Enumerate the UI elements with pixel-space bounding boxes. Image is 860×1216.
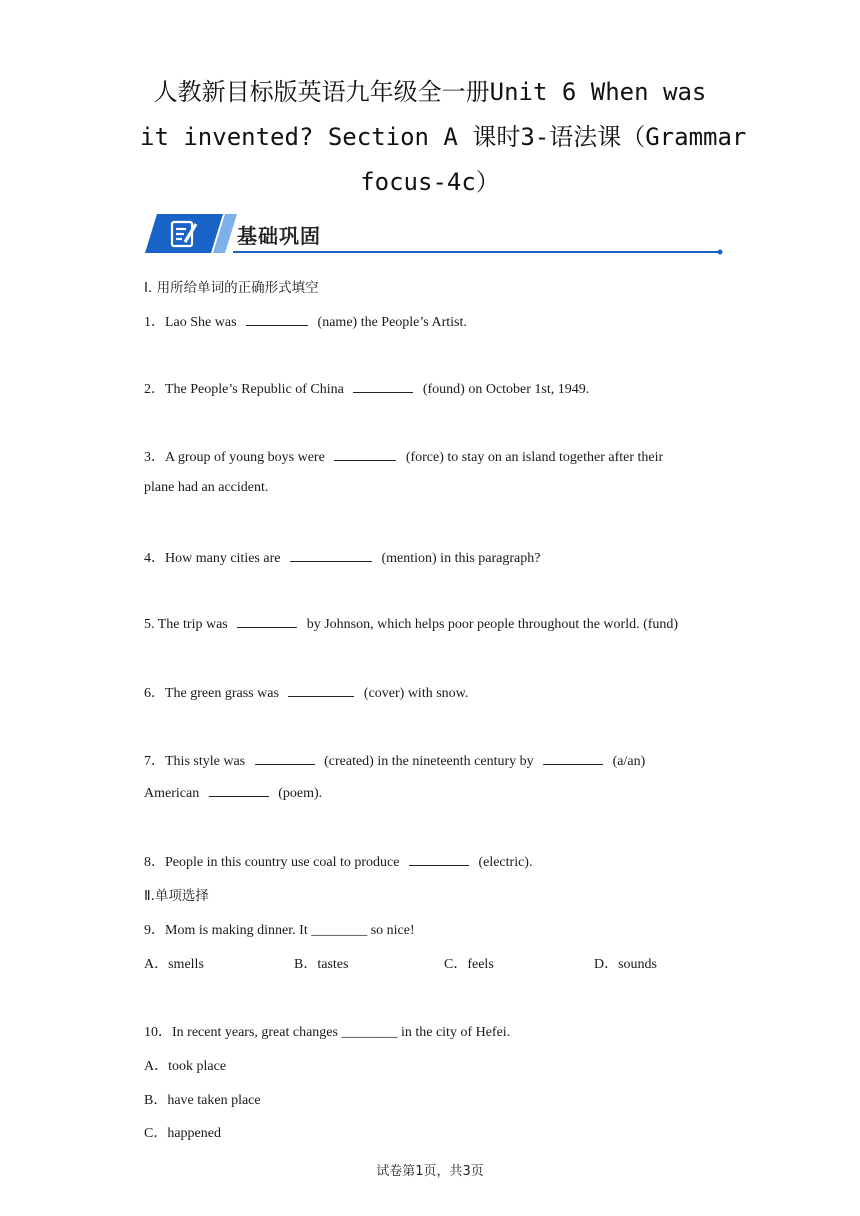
q7-text-c: (a/an) bbox=[612, 754, 646, 769]
q2-text-a: 2．The People’s Republic of China bbox=[144, 382, 344, 397]
title-line-2: it invented? Section A 课时3-语法课（Grammar bbox=[140, 123, 747, 151]
q3-blank[interactable] bbox=[334, 448, 396, 461]
q9-option-d[interactable]: D．sounds bbox=[594, 957, 658, 972]
q1-blank[interactable] bbox=[246, 313, 308, 326]
q3-text-a: 3．A group of young boys were bbox=[144, 450, 325, 465]
question-7 bbox=[144, 750, 645, 770]
q1-text-a: 1．Lao She was bbox=[144, 315, 237, 330]
q7-text-d: American bbox=[144, 786, 200, 801]
question-7-continued bbox=[144, 784, 322, 802]
q9-option-a[interactable]: A．smells bbox=[144, 957, 204, 972]
question-1 bbox=[144, 311, 467, 331]
q2-text-b: (found) on October 1st, 1949. bbox=[422, 382, 590, 397]
q5-text-b: by Johnson, which helps poor people throughout the world. (fund) bbox=[306, 617, 679, 632]
q7-blank-1[interactable] bbox=[255, 752, 315, 765]
q7-text-b: (created) in the nineteenth century by bbox=[324, 754, 534, 769]
q7-text-a: 7．This style was bbox=[144, 754, 246, 769]
q5-blank[interactable] bbox=[237, 615, 297, 628]
banner-label: 基础巩固 bbox=[237, 224, 321, 248]
q4-text-a: 4．How many cities are bbox=[144, 551, 281, 566]
q7-blank-3[interactable] bbox=[209, 784, 269, 797]
section-2-heading: Ⅱ.单项选择 bbox=[144, 888, 209, 904]
q7-text-e: (poem). bbox=[278, 786, 323, 801]
title-line-3: focus-4c） bbox=[360, 168, 500, 196]
q8-text-a: 8．People in this country use coal to produce bbox=[144, 855, 400, 870]
q3-text-b: (force) to stay on an island together after their bbox=[405, 450, 664, 465]
question-3-continued: plane had an accident. bbox=[144, 480, 269, 495]
page-footer: 试卷第1页，共3页 bbox=[376, 1164, 484, 1179]
q10-option-b[interactable]: B．have taken place bbox=[144, 1093, 261, 1108]
section-banner bbox=[145, 211, 725, 257]
q9-option-c[interactable]: C．feels bbox=[444, 957, 494, 972]
q6-blank[interactable] bbox=[288, 684, 354, 697]
question-6 bbox=[144, 682, 468, 702]
document-title bbox=[140, 70, 747, 205]
q7-blank-2[interactable] bbox=[543, 752, 603, 765]
question-3 bbox=[144, 446, 663, 466]
q4-text-b: (mention) in this paragraph? bbox=[381, 551, 541, 566]
question-2 bbox=[144, 378, 589, 398]
q1-text-b: (name) the People’s Artist. bbox=[317, 315, 467, 330]
q4-blank[interactable] bbox=[290, 549, 372, 562]
q6-text-b: (cover) with snow. bbox=[363, 686, 469, 701]
q10-option-c[interactable]: C．happened bbox=[144, 1126, 221, 1141]
q8-text-b: (electric). bbox=[478, 855, 533, 870]
question-8 bbox=[144, 851, 532, 871]
title-line-1: 人教新目标版英语九年级全一册Unit 6 When was bbox=[153, 78, 707, 106]
question-4 bbox=[144, 547, 540, 567]
question-9-stem: 9．Mom is making dinner. It ________ so nice! bbox=[144, 923, 415, 938]
question-10-stem: 10．In recent years, great changes ________ in the city of Hefei. bbox=[144, 1025, 511, 1040]
q6-text-a: 6．The green grass was bbox=[144, 686, 279, 701]
q10-option-a[interactable]: A．took place bbox=[144, 1059, 227, 1074]
q5-text-a: 5. The trip was bbox=[144, 617, 228, 632]
question-5 bbox=[144, 615, 678, 633]
q9-option-b[interactable]: B．tastes bbox=[294, 957, 349, 972]
q2-blank[interactable] bbox=[353, 380, 413, 393]
section-1-heading: Ⅰ. 用所给单词的正确形式填空 bbox=[144, 280, 319, 296]
q8-blank[interactable] bbox=[409, 853, 469, 866]
